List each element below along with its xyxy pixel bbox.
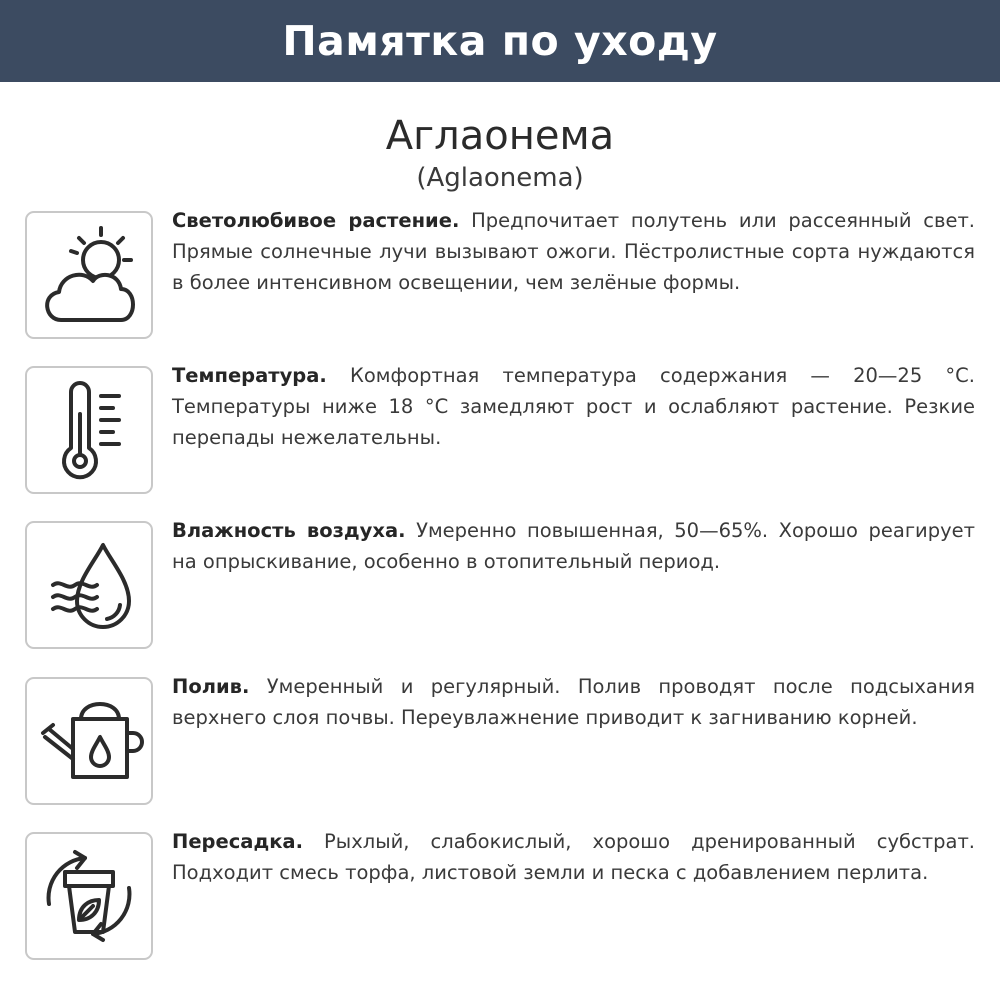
care-item-description: Умеренный и регулярный. Полив проводят после подсыхания верхнего слоя почвы. Переувлажнение приводит к загниванию корней. <box>172 675 975 729</box>
care-item-temperature <box>25 366 975 494</box>
care-item-watering-text <box>172 671 975 733</box>
watering-can-icon <box>25 677 153 805</box>
care-item-light-text <box>172 205 975 298</box>
care-item-description: Предпочитает полутень или рассеянный свет. Прямые солнечные лучи вызывают ожоги. Пёстролистные сорта нуждаются в более интенсивном освещении, чем зелёные формы. <box>172 209 975 294</box>
humidity-drop-icon <box>25 521 153 649</box>
care-item-repotting <box>25 832 975 960</box>
care-item-repotting-text <box>172 826 975 888</box>
care-item-description: Рыхлый, слабокислый, хорошо дренированный субстрат. Подходит смесь торфа, листовой земли и песка с добавлением перлита. <box>172 830 976 884</box>
care-item-title: Пересадка. <box>172 830 303 853</box>
care-item-title: Полив. <box>172 675 250 698</box>
care-item-title: Температура. <box>172 364 327 387</box>
care-item-description: Умеренно повышенная, 50—65%. Хорошо реагирует на опрыскивание, особенно в отопительный период. <box>172 519 976 573</box>
care-item-title: Светолюбивое растение. <box>172 209 460 232</box>
care-item-humidity <box>25 521 975 649</box>
header-banner <box>0 0 1000 82</box>
care-item-title: Влажность воздуха. <box>172 519 406 542</box>
care-item-description: Комфортная температура содержания — 20—25 °C. Температуры ниже 18 °C замедляют рост и ослабляют растение. Резкие перепады нежелательны. <box>172 364 976 449</box>
thermometer-icon <box>25 366 153 494</box>
sun-cloud-icon <box>25 211 153 339</box>
care-item-light <box>25 211 975 339</box>
care-item-temperature-text <box>172 360 975 453</box>
repot-icon <box>25 832 153 960</box>
care-item-watering <box>25 677 975 805</box>
plant-latin-name: (Aglaonema) <box>416 163 584 193</box>
care-item-humidity-text <box>172 515 975 577</box>
header-title: Памятка по уходу <box>282 17 718 65</box>
plant-name: Аглаонема <box>385 113 615 159</box>
